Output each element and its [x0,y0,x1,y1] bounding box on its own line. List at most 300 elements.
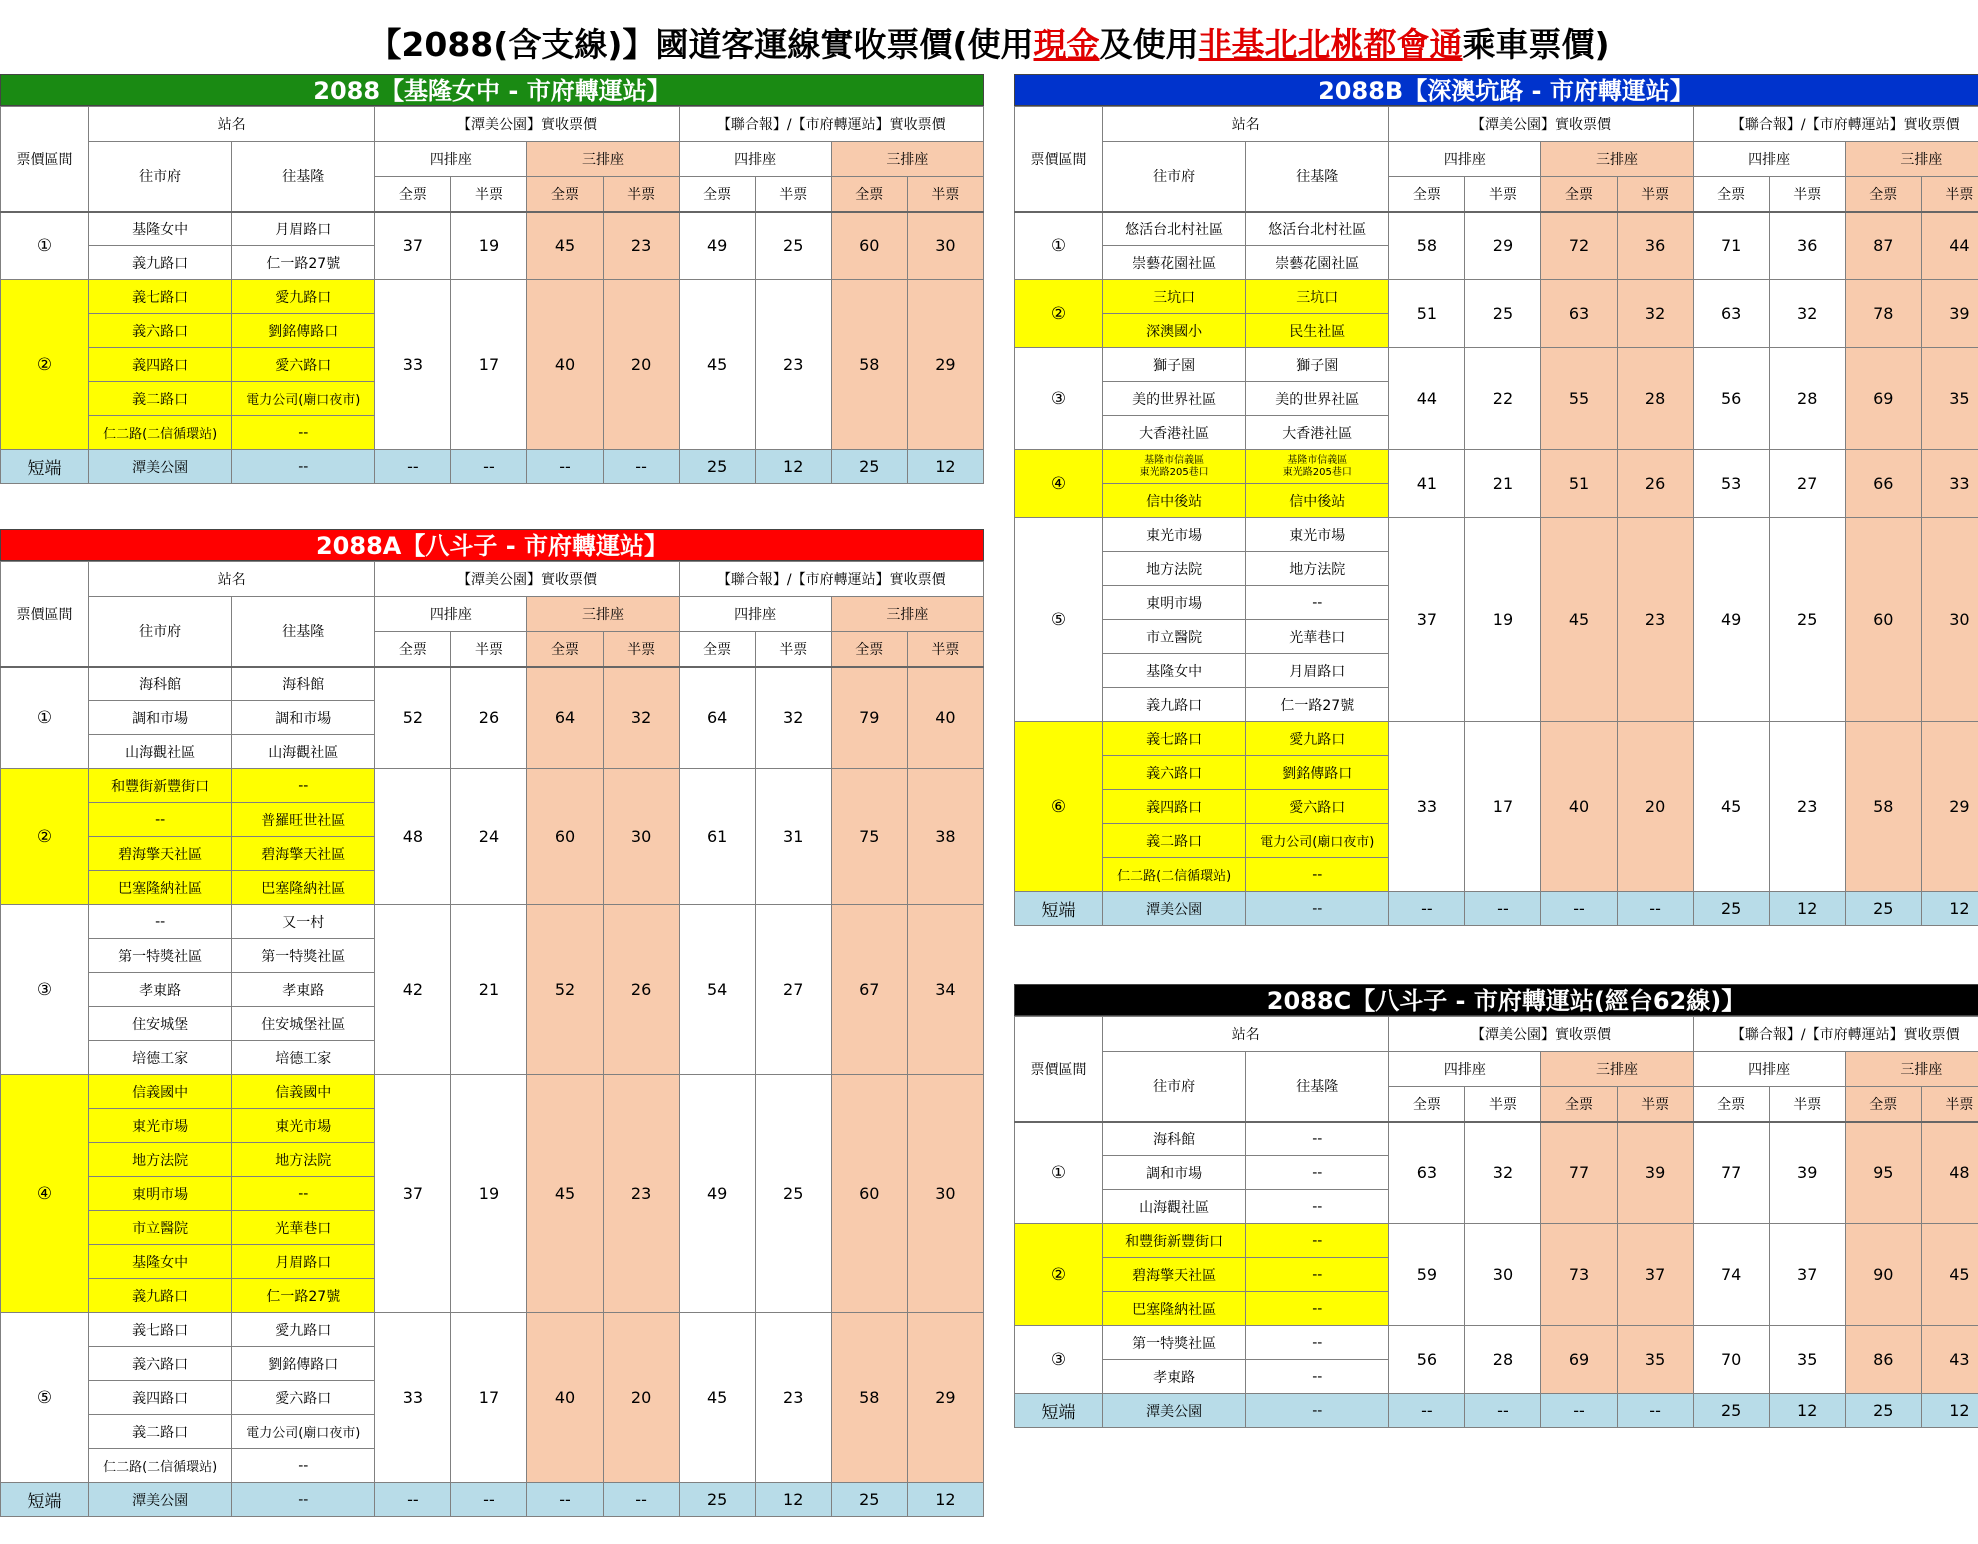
direction-header-keelung: 往基隆 [232,597,375,667]
fare-table-block-2088a [0,529,984,1517]
station-to-city-hall: 義七路口 [89,1313,232,1347]
fare-cell: 35 [1921,348,1978,450]
title-text-3: 乘車票價) [1462,25,1610,64]
fare-cell: 25 [679,450,755,484]
fare-cell: 66 [1845,450,1921,518]
fare-cell: 37 [1617,1224,1693,1326]
fare-cell: 23 [1769,722,1845,892]
fare-cell: -- [375,1483,451,1517]
ticket-header-half: 半票 [1465,1087,1541,1122]
fare-cell: 29 [1921,722,1978,892]
station-to-city-hall: 東光市場 [1103,518,1246,552]
station-to-keelung: 培德工家 [232,1041,375,1075]
station-to-keelung: 巴塞隆納社區 [232,871,375,905]
direction-header-keelung: 往基隆 [1246,142,1389,212]
seat-header-four-row: 四排座 [375,142,527,177]
ticket-header-full: 全票 [1693,1087,1769,1122]
fare-cell: 28 [1769,348,1845,450]
ticket-header-full: 全票 [527,177,603,212]
fare-cell: -- [1541,892,1617,926]
station-to-city-hall: 義二路口 [89,1415,232,1449]
fare-cell: 40 [1541,722,1617,892]
station-to-city-hall: 悠活台北村社區 [1103,212,1246,246]
fare-cell: 64 [527,667,603,769]
ticket-header-full: 全票 [1541,177,1617,212]
fare-cell: 25 [755,212,831,280]
fare-zone-cell: ⑥ [1015,722,1103,892]
station-to-city-hall: 義四路口 [1103,790,1246,824]
fare-cell: -- [603,450,679,484]
fare-table-2088b [1014,106,1978,926]
fare-cell: 51 [1541,450,1617,518]
fare-cell: 30 [603,769,679,905]
header-row [1015,1017,1978,1052]
fare-cell: 86 [1845,1326,1921,1394]
station-to-city-hall: 海科館 [1103,1122,1246,1156]
fare-cell: 63 [1541,280,1617,348]
station-to-keelung: 三坑口 [1246,280,1389,314]
fare-cell: 67 [831,905,907,1075]
station-to-city-hall: 和豐街新豐街口 [89,769,232,803]
station-to-city-hall: -- [89,803,232,837]
station-to-keelung: -- [1246,1156,1389,1190]
fare-cell: 56 [1693,348,1769,450]
station-to-keelung: 劉銘傳路口 [232,1347,375,1381]
direction-header-cityhall: 往市府 [1103,142,1246,212]
fare-zone-cell: 短端 [1,1483,89,1517]
ticket-header-half: 半票 [451,177,527,212]
station-to-keelung: -- [232,1177,375,1211]
station-to-keelung: 愛六路口 [1246,790,1389,824]
station-to-keelung: 獅子園 [1246,348,1389,382]
ticket-header-half: 半票 [755,177,831,212]
fare-cell: 63 [1389,1122,1465,1224]
fare-cell: 12 [1769,892,1845,926]
fare-cell: 37 [1389,518,1465,722]
fare-cell: -- [603,1483,679,1517]
station-to-city-hall: 巴塞隆納社區 [89,871,232,905]
table-row [1,1483,984,1517]
fare-cell: 60 [1845,518,1921,722]
fare-cell: 36 [1769,212,1845,280]
fare-cell: 40 [527,280,603,450]
fare-cell: 60 [831,212,907,280]
fare-cell: -- [1617,892,1693,926]
fare-cell: 29 [1465,212,1541,280]
fare-cell: 23 [603,1075,679,1313]
seat-header-four-row: 四排座 [375,597,527,632]
station-to-city-hall: 碧海擎天社區 [89,837,232,871]
fare-cell: 17 [1465,722,1541,892]
table-row [1015,450,1978,484]
station-to-keelung: -- [232,416,375,450]
fare-cell: 59 [1389,1224,1465,1326]
station-to-keelung: -- [232,1449,375,1483]
table-title-2088c: 2088C【八斗子 - 市府轉運站(經台62線)】 [1014,984,1978,1016]
station-to-city-hall: 東明市場 [1103,586,1246,620]
ticket-header-half: 半票 [1769,177,1845,212]
fare-cell: 39 [1921,280,1978,348]
fare-cell: 41 [1389,450,1465,518]
fare-cell: 60 [527,769,603,905]
station-to-keelung: 山海觀社區 [232,735,375,769]
title-highlight-card: 非基北北桃都會通 [1198,25,1463,64]
fare-cell: 58 [1845,722,1921,892]
fare-cell: 69 [1541,1326,1617,1394]
fare-zone-header: 票價區間 [1,107,89,212]
station-to-city-hall: 巴塞隆納社區 [1103,1292,1246,1326]
station-to-keelung: -- [1246,1190,1389,1224]
fare-cell: -- [1389,1394,1465,1428]
station-to-keelung: 美的世界社區 [1246,382,1389,416]
fare-cell: -- [1617,1394,1693,1428]
ticket-header-full: 全票 [831,632,907,667]
station-to-city-hall: 調和市場 [89,701,232,735]
fare-cell: 25 [831,450,907,484]
fare-cell: 30 [907,1075,983,1313]
seat-header-four-row: 四排座 [1389,142,1541,177]
station-to-keelung: -- [1246,858,1389,892]
station-to-city-hall: 基隆女中 [1103,654,1246,688]
station-to-keelung: 仁一路27號 [232,246,375,280]
fare-cell: 23 [755,1313,831,1483]
fare-cell: 45 [527,1075,603,1313]
header-row [1,597,984,632]
fare-cell: 51 [1389,280,1465,348]
fare-zone-cell: ② [1,769,89,905]
fare-cell: 25 [755,1075,831,1313]
station-to-city-hall: 義九路口 [89,246,232,280]
fare-cell: 44 [1921,212,1978,280]
station-to-keelung: 電力公司(廟口夜市) [232,1415,375,1449]
fare-cell: 25 [679,1483,755,1517]
fare-cell: 28 [1617,348,1693,450]
station-to-keelung: 光華巷口 [1246,620,1389,654]
table-row [1015,1326,1978,1360]
fare-cell: 25 [1769,518,1845,722]
fare-cell: 19 [451,1075,527,1313]
title-text-2: 及使用 [1099,25,1199,64]
fare-cell: 39 [1769,1122,1845,1224]
station-to-keelung: -- [1246,1360,1389,1394]
direction-header-keelung: 往基隆 [1246,1052,1389,1122]
station-to-keelung: 住安城堡社區 [232,1007,375,1041]
station-to-keelung: 海科館 [232,667,375,701]
fare-cell: 48 [375,769,451,905]
group-header-citycenter: 【聯合報】/【市府轉運站】實收票價 [1693,107,1978,142]
ticket-header-half: 半票 [451,632,527,667]
fare-zone-cell: 短端 [1015,892,1103,926]
ticket-header-full: 全票 [679,177,755,212]
fare-cell: 20 [603,1313,679,1483]
fare-cell: 69 [1845,348,1921,450]
ticket-header-half: 半票 [755,632,831,667]
header-row [1,562,984,597]
fare-cell: 29 [907,280,983,450]
station-to-keelung: -- [232,769,375,803]
station-to-city-hall: 潭美公園 [89,450,232,484]
fare-cell: 27 [755,905,831,1075]
table-row [1,1075,984,1109]
station-to-city-hall: 義四路口 [89,1381,232,1415]
fare-cell: 33 [1921,450,1978,518]
fare-cell: 72 [1541,212,1617,280]
fare-cell: 43 [1921,1326,1978,1394]
fare-cell: 79 [831,667,907,769]
title-text-1: 【2088(含支線)】國道客運線實收票價(使用 [368,25,1034,64]
fare-cell: -- [1389,892,1465,926]
seat-header-three-row: 三排座 [527,142,679,177]
fare-cell: 53 [1693,450,1769,518]
table-row [1015,280,1978,314]
fare-cell: 61 [679,769,755,905]
fare-cell: 58 [831,1313,907,1483]
station-to-city-hall: 市立醫院 [1103,620,1246,654]
fare-cell: 35 [1769,1326,1845,1394]
fare-cell: 21 [1465,450,1541,518]
ticket-header-full: 全票 [831,177,907,212]
fare-cell: 36 [1617,212,1693,280]
station-to-city-hall: 三坑口 [1103,280,1246,314]
table-title-2088a: 2088A【八斗子 - 市府轉運站】 [0,529,984,561]
fare-cell: 23 [1617,518,1693,722]
station-to-keelung: 東光市場 [232,1109,375,1143]
station-to-keelung: 調和市場 [232,701,375,735]
fare-cell: 58 [1389,212,1465,280]
ticket-header-half: 半票 [907,632,983,667]
fare-cell: 25 [1845,892,1921,926]
station-to-city-hall: 信義國中 [89,1075,232,1109]
fare-cell: 12 [1921,892,1978,926]
ticket-header-half: 半票 [603,177,679,212]
ticket-header-half: 半票 [1921,1087,1978,1122]
fare-cell: 12 [755,1483,831,1517]
fare-cell: 38 [907,769,983,905]
station-to-keelung: 孝東路 [232,973,375,1007]
fare-cell: -- [527,450,603,484]
ticket-header-half: 半票 [1921,177,1978,212]
fare-cell: 77 [1693,1122,1769,1224]
fare-cell: -- [1465,892,1541,926]
fare-cell: 12 [1769,1394,1845,1428]
group-header-tanmei: 【潭美公園】實收票價 [1389,1017,1693,1052]
ticket-header-full: 全票 [1389,177,1465,212]
station-to-keelung: 崇藝花園社區 [1246,246,1389,280]
fare-cell: 34 [907,905,983,1075]
station-to-city-hall: 大香港社區 [1103,416,1246,450]
fare-cell: 19 [1465,518,1541,722]
fare-cell: 23 [603,212,679,280]
station-to-keelung: 愛九路口 [232,1313,375,1347]
fare-cell: 58 [831,280,907,450]
fare-zone-cell: ② [1,280,89,450]
station-to-city-hall: 美的世界社區 [1103,382,1246,416]
fare-cell: 32 [1769,280,1845,348]
station-to-city-hall: 潭美公園 [1103,1394,1246,1428]
fare-cell: 33 [375,1313,451,1483]
fare-cell: 52 [375,667,451,769]
direction-header-cityhall: 往市府 [89,597,232,667]
fare-cell: -- [527,1483,603,1517]
station-to-city-hall: 獅子園 [1103,348,1246,382]
fare-cell: 32 [603,667,679,769]
direction-header-cityhall: 往市府 [1103,1052,1246,1122]
table-row [1015,892,1978,926]
fare-zone-cell: ④ [1015,450,1103,518]
fare-cell: 63 [1693,280,1769,348]
fare-cell: 28 [1465,1326,1541,1394]
fare-cell: 32 [1617,280,1693,348]
fare-cell: 33 [375,280,451,450]
seat-header-three-row: 三排座 [831,142,983,177]
seat-header-three-row: 三排座 [1541,142,1693,177]
station-to-keelung: 光華巷口 [232,1211,375,1245]
fare-table-2088c [1014,1016,1978,1428]
fare-cell: 45 [1921,1224,1978,1326]
fare-cell: 54 [679,905,755,1075]
fare-zone-cell: ① [1,212,89,280]
fare-cell: 27 [1769,450,1845,518]
station-to-city-hall: 碧海擎天社區 [1103,1258,1246,1292]
fare-cell: 52 [527,905,603,1075]
seat-header-four-row: 四排座 [1389,1052,1541,1087]
fare-zone-cell: ③ [1015,1326,1103,1394]
group-header-citycenter: 【聯合報】/【市府轉運站】實收票價 [679,562,983,597]
fare-cell: 31 [755,769,831,905]
station-to-keelung: 電力公司(廟口夜市) [1246,824,1389,858]
ticket-header-full: 全票 [375,632,451,667]
station-to-city-hall: 基隆女中 [89,212,232,246]
fare-cell: 77 [1541,1122,1617,1224]
fare-cell: 20 [603,280,679,450]
station-to-keelung: -- [232,450,375,484]
fare-cell: 45 [1541,518,1617,722]
station-to-keelung: 電力公司(廟口夜市) [232,382,375,416]
station-to-keelung: 仁一路27號 [1246,688,1389,722]
table-row [1,280,984,314]
seat-header-three-row: 三排座 [1845,1052,1978,1087]
seat-header-four-row: 四排座 [1693,142,1845,177]
header-row [1,107,984,142]
station-to-keelung: 民生社區 [1246,314,1389,348]
station-to-keelung: 大香港社區 [1246,416,1389,450]
group-header-citycenter: 【聯合報】/【市府轉運站】實收票價 [1693,1017,1978,1052]
fare-zone-cell: ⑤ [1015,518,1103,722]
fare-zone-cell: ② [1015,280,1103,348]
table-row [1015,1122,1978,1156]
fare-cell: 90 [1845,1224,1921,1326]
station-to-city-hall: 義六路口 [1103,756,1246,790]
table-row [1,212,984,246]
table-row [1015,348,1978,382]
station-to-keelung: -- [1246,892,1389,926]
fare-cell: 45 [1693,722,1769,892]
station-to-city-hall: 市立醫院 [89,1211,232,1245]
direction-header-keelung: 往基隆 [232,142,375,212]
ticket-header-half: 半票 [1617,1087,1693,1122]
fare-cell: 70 [1693,1326,1769,1394]
fare-cell: 22 [1465,348,1541,450]
table-row [1015,518,1978,552]
station-to-keelung: 信中後站 [1246,484,1389,518]
station-name-header: 站名 [1103,107,1389,142]
table-row [1,769,984,803]
station-to-city-hall: 山海觀社區 [1103,1190,1246,1224]
fare-cell: 21 [451,905,527,1075]
fare-zone-header: 票價區間 [1015,107,1103,212]
ticket-header-full: 全票 [1845,177,1921,212]
station-to-city-hall: 潭美公園 [89,1483,232,1517]
fare-cell: 19 [451,212,527,280]
station-to-keelung: -- [1246,1224,1389,1258]
station-to-city-hall: 義二路口 [1103,824,1246,858]
seat-header-three-row: 三排座 [527,597,679,632]
fare-cell: 64 [679,667,755,769]
table-row [1015,1394,1978,1428]
station-to-city-hall: 和豐街新豐街口 [1103,1224,1246,1258]
fare-zone-cell: ① [1015,212,1103,280]
station-to-keelung: 劉銘傳路口 [1246,756,1389,790]
seat-header-three-row: 三排座 [1541,1052,1693,1087]
station-to-keelung: -- [1246,1292,1389,1326]
station-to-keelung: 信義國中 [232,1075,375,1109]
table-row [1,1313,984,1347]
fare-cell: 33 [1389,722,1465,892]
station-to-keelung: 基隆市信義區 東光路205巷口 [1246,450,1389,484]
fare-cell: 42 [375,905,451,1075]
station-to-keelung: 地方法院 [232,1143,375,1177]
fare-table-block-2088 [0,74,984,484]
station-name-header: 站名 [1103,1017,1389,1052]
fare-cell: 20 [1617,722,1693,892]
fare-cell: 40 [907,667,983,769]
station-to-city-hall: 地方法院 [1103,552,1246,586]
seat-header-three-row: 三排座 [1845,142,1978,177]
fare-cell: -- [451,1483,527,1517]
station-to-city-hall: 地方法院 [89,1143,232,1177]
fare-cell: 44 [1389,348,1465,450]
ticket-header-full: 全票 [527,632,603,667]
header-row [1015,107,1978,142]
station-to-keelung: 愛九路口 [1246,722,1389,756]
station-to-city-hall: 培德工家 [89,1041,232,1075]
station-to-keelung: 月眉路口 [1246,654,1389,688]
fare-cell: -- [1541,1394,1617,1428]
seat-header-four-row: 四排座 [679,597,831,632]
station-to-city-hall: 潭美公園 [1103,892,1246,926]
fare-zone-cell: ① [1015,1122,1103,1224]
ticket-header-full: 全票 [1693,177,1769,212]
fare-cell: 49 [679,212,755,280]
station-to-keelung: -- [1246,1326,1389,1360]
fare-cell: 73 [1541,1224,1617,1326]
fare-cell: 12 [907,450,983,484]
station-to-city-hall: 調和市場 [1103,1156,1246,1190]
fare-cell: 37 [375,212,451,280]
fare-cell: 40 [527,1313,603,1483]
station-to-city-hall: 信中後站 [1103,484,1246,518]
fare-cell: 30 [907,212,983,280]
station-name-header: 站名 [89,562,375,597]
station-to-city-hall: 第一特獎社區 [89,939,232,973]
fare-cell: 39 [1617,1122,1693,1224]
station-to-city-hall: 義二路口 [89,382,232,416]
fare-cell: 75 [831,769,907,905]
fare-cell: 26 [603,905,679,1075]
header-row [1015,1052,1978,1087]
fare-cell: 25 [1465,280,1541,348]
fare-cell: 12 [907,1483,983,1517]
